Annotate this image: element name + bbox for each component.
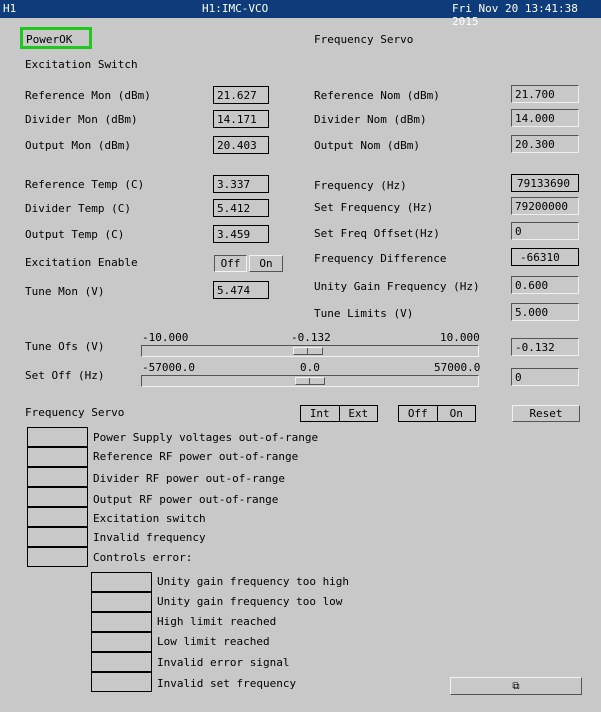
divider-temp-value: 5.412 (213, 199, 269, 217)
frequency-difference-label: Frequency Difference (314, 252, 447, 265)
control-error-label-invalid-set-frequency: Invalid set frequency (157, 677, 297, 690)
tune-ofs-max: 10.000 (440, 331, 480, 344)
servo-ext-button[interactable]: Ext (348, 407, 369, 420)
servo-input-select (300, 405, 378, 422)
control-error-indicator-ugf-high (91, 572, 152, 592)
output-nom-label: Output Nom (dBm) (314, 139, 420, 152)
error-indicator-invalid-frequency (27, 527, 88, 547)
control-error-indicator-ugf-low (91, 592, 152, 612)
servo-enable-select (398, 405, 476, 422)
output-temp-label: Output Temp (C) (25, 228, 125, 241)
frequency-servo-bottom-heading: Frequency Servo (25, 406, 125, 419)
error-label-output-rf: Output RF power out-of-range (93, 493, 279, 506)
set-off-min: -57000.0 (142, 361, 195, 374)
set-frequency-label: Set Frequency (Hz) (314, 201, 434, 214)
tune-ofs-label: Tune Ofs (V) (25, 340, 105, 353)
power-ok-indicator (20, 27, 92, 49)
unity-gain-frequency-label: Unity Gain Frequency (Hz) (314, 280, 480, 293)
set-off-label: Set Off (Hz) (25, 369, 105, 382)
control-error-label-low-limit: Low limit reached (157, 635, 270, 648)
error-label-controls-error: Controls error: (93, 551, 193, 564)
set-frequency-input[interactable]: 79200000 (511, 197, 579, 215)
error-indicator-controls-error (27, 547, 88, 567)
frequency-servo-heading: Frequency Servo (314, 33, 414, 46)
related-display-button[interactable] (450, 677, 582, 695)
set-off-current: 0.0 (300, 361, 320, 374)
set-off-slider-thumb[interactable] (295, 377, 325, 385)
error-indicator-output-rf (27, 487, 88, 507)
error-label-excitation-switch: Excitation switch (93, 512, 206, 525)
error-indicator-divider-rf (27, 467, 88, 487)
excitation-enable-label: Excitation Enable (25, 256, 138, 269)
unity-gain-frequency-input[interactable]: 0.600 (511, 276, 579, 294)
error-indicator-reference-rf (27, 447, 88, 467)
control-error-indicator-high-limit (91, 612, 152, 632)
tune-ofs-min: -10.000 (142, 331, 189, 344)
divider-nom-input[interactable]: 14.000 (511, 109, 579, 127)
control-error-label-ugf-low: Unity gain frequency too low (157, 595, 343, 608)
control-error-indicator-invalid-error-signal (91, 652, 152, 672)
excitation-off-button[interactable]: Off (214, 255, 247, 272)
servo-off-button[interactable]: Off (399, 406, 438, 421)
error-label-reference-rf: Reference RF power out-of-range (93, 450, 299, 463)
control-error-indicator-low-limit (91, 632, 152, 652)
tune-limits-input[interactable]: 5.000 (511, 303, 579, 321)
output-mon-label: Output Mon (dBm) (25, 139, 131, 152)
set-off-max: 57000.0 (434, 361, 481, 374)
error-indicator-power-supply (27, 427, 88, 447)
reference-nom-input[interactable]: 21.700 (511, 85, 579, 103)
reference-temp-value: 3.337 (213, 175, 269, 193)
output-nom-input[interactable]: 20.300 (511, 135, 579, 153)
title-bar (0, 0, 601, 28)
set-freq-offset-label: Set Freq Offset(Hz) (314, 227, 440, 240)
power-ok-label: PowerOK (26, 33, 73, 46)
error-label-power-supply: Power Supply voltages out-of-range (93, 431, 319, 444)
tune-limits-label: Tune Limits (V) (314, 307, 414, 320)
tune-mon-label: Tune Mon (V) (25, 285, 105, 298)
output-mon-value: 20.403 (213, 136, 269, 154)
excitation-on-button[interactable]: On (249, 255, 283, 272)
tune-ofs-current: -0.132 (291, 331, 331, 344)
control-error-label-ugf-high: Unity gain frequency too high (157, 575, 350, 588)
system-name: H1 (3, 2, 17, 15)
error-label-divider-rf: Divider RF power out-of-range (93, 472, 286, 485)
error-label-invalid-frequency: Invalid frequency (93, 531, 206, 544)
reset-button[interactable]: Reset (512, 405, 580, 422)
frequency-label: Frequency (Hz) (314, 179, 407, 192)
tune-mon-value: 5.474 (213, 281, 269, 299)
servo-int-button[interactable]: Int (301, 406, 340, 421)
control-error-label-high-limit: High limit reached (157, 615, 277, 628)
divider-nom-label: Divider Nom (dBm) (314, 113, 427, 126)
control-error-label-invalid-error-signal: Invalid error signal (157, 656, 290, 669)
frequency-difference-value: -66310 (511, 248, 579, 266)
set-freq-offset-input[interactable]: 0 (511, 222, 579, 240)
set-off-input[interactable]: 0 (511, 368, 579, 386)
reference-nom-label: Reference Nom (dBm) (314, 89, 440, 102)
tune-ofs-slider-thumb[interactable] (293, 347, 323, 355)
set-off-slider[interactable] (141, 375, 479, 387)
window-icon: ⧉ (512, 681, 520, 692)
tune-ofs-slider[interactable] (141, 345, 479, 357)
tune-ofs-input[interactable]: -0.132 (511, 338, 579, 356)
control-error-indicator-invalid-set-frequency (91, 672, 152, 692)
excitation-switch-heading: Excitation Switch (25, 58, 138, 71)
divider-temp-label: Divider Temp (C) (25, 202, 131, 215)
reference-temp-label: Reference Temp (C) (25, 178, 145, 191)
frequency-value: 79133690 (511, 174, 579, 192)
error-indicator-excitation-switch (27, 507, 88, 527)
window-title: H1:IMC-VCO (202, 2, 269, 15)
output-temp-value: 3.459 (213, 225, 269, 243)
divider-mon-value: 14.171 (213, 110, 269, 128)
reference-mon-label: Reference Mon (dBm) (25, 89, 151, 102)
reference-mon-value: 21.627 (213, 86, 269, 104)
divider-mon-label: Divider Mon (dBm) (25, 113, 138, 126)
servo-on-button[interactable]: On (449, 407, 463, 420)
window-datetime: Fri Nov 20 13:41:38 2015 (452, 2, 578, 28)
